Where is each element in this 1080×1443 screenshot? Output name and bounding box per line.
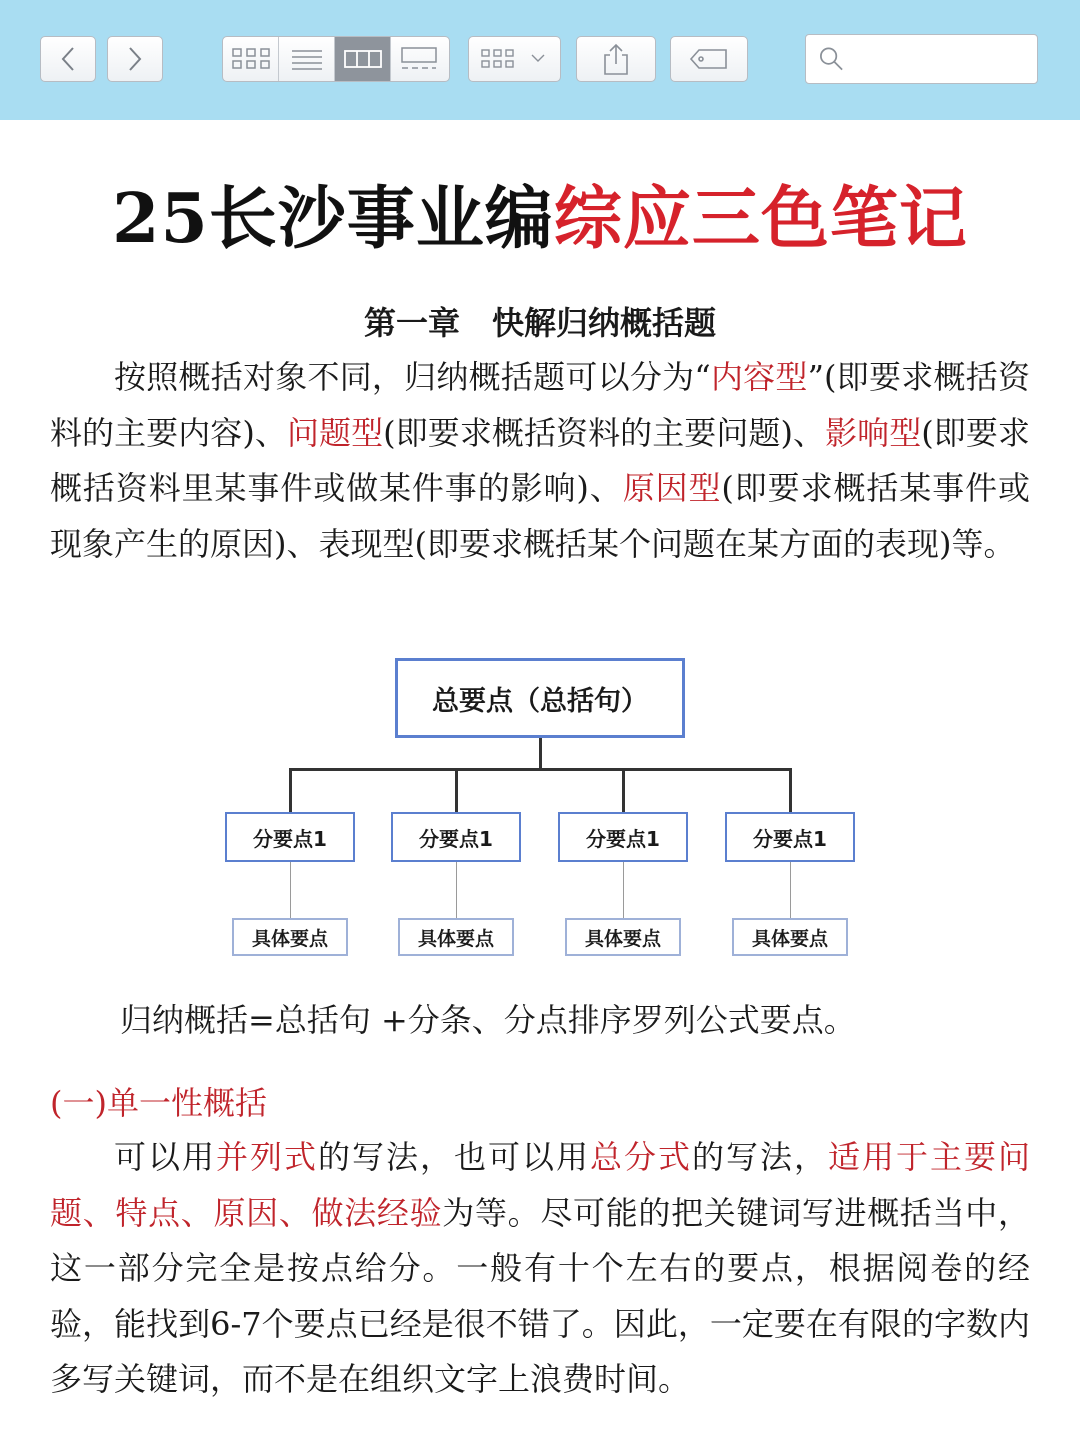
detail-point-box: 具体要点 [232,918,348,956]
sub-point-box: 分要点1 [558,812,688,862]
title-black-part: 25长沙事业编 [112,179,554,259]
toolbar [0,0,1080,120]
connector [789,768,792,812]
title-red-part: 综应三色笔记 [553,179,968,259]
detail-point-box: 具体要点 [565,918,681,956]
highlight-general-specific: 总分式 [589,1138,692,1176]
text: (即要求概括某事件或现象产生的原因)、表现型(即要求概括某个问题在某方面的表现)等。 [50,469,1030,563]
text: 按照概括对象不同，归纳概括题可以分为“ [114,358,711,396]
chevron-right-icon [125,45,145,73]
tag-button[interactable] [670,36,748,82]
share-icon [602,42,630,76]
sub-point-box: 分要点1 [391,812,521,862]
share-button[interactable] [576,36,656,82]
connector [289,768,292,812]
connector [456,862,457,918]
text: (即要求概括资料里某事件或做某件事的影响)、 [50,413,1030,507]
sub-point-box: 分要点1 [725,812,855,862]
chevron-left-icon [58,45,78,73]
gallery-view-button[interactable] [391,37,447,81]
connector [289,768,792,771]
search-icon [818,45,845,73]
page-title [0,165,1080,262]
tag-icon [689,47,729,71]
connector [539,738,542,770]
grid-view-icon [231,47,271,71]
back-button[interactable] [40,36,96,82]
sub-point-box: 分要点1 [225,812,355,862]
gallery-view-icon [399,46,439,72]
grid-view-button[interactable] [223,37,279,81]
paragraph-single-summary [50,1130,1030,1408]
text: 的写法， [691,1138,828,1176]
section-heading: (一)单一性概括 [50,1084,267,1122]
connector [455,768,458,812]
search-input[interactable] [853,43,1037,75]
search-field[interactable] [805,34,1038,84]
text: 为等。尽可能的把关键词写进概括当中，这一部分完全是按点给分。一般有十个左右的要点，根据阅卷的经验，能找到6-7个要点已经是很不错了。因此，一定要在有限的字数内多写关键词，而不是在组织文字上浪费时间。 [50,1193,1030,1398]
highlight-problem-type: 问题型 [286,413,384,452]
detail-point-box: 具体要点 [732,918,848,956]
detail-point-box: 具体要点 [398,918,514,956]
connector [623,862,624,918]
highlight-parallel: 并列式 [216,1138,318,1176]
view-switcher [222,36,450,82]
forward-button[interactable] [107,36,163,82]
connector [622,768,625,812]
column-view-button[interactable] [335,37,391,81]
connector [290,862,291,918]
text: ”(即要求概括资料的主要内容)、 [50,358,1030,452]
list-view-icon [290,47,324,71]
main-point-box: 总要点（总括句） [395,658,685,738]
paragraph-types [50,350,1030,572]
connector [790,862,791,918]
column-view-icon [343,47,383,71]
text: 的写法，也可以用 [318,1138,590,1176]
highlight-content-type: 内容型 [710,358,808,396]
chapter-heading: 第一章 快解归纳概括题 [363,304,716,342]
highlight-impact-type: 影响型 [825,413,922,452]
formula-line: 归纳概括=总括句 +分条、分点排序罗列公式要点。 [120,1001,856,1039]
highlight-cause-type: 原因型 [622,469,722,507]
group-by-button[interactable] [468,36,561,82]
list-view-button[interactable] [279,37,335,81]
highlight-applicable: 适用于主要问题、特点、原因、做法经验 [50,1138,1030,1232]
text: (即要求概括资料的主要问题)、 [383,413,826,452]
group-by-icon [480,47,550,71]
text: 可以用 [114,1138,216,1176]
summary-diagram [0,650,1080,970]
